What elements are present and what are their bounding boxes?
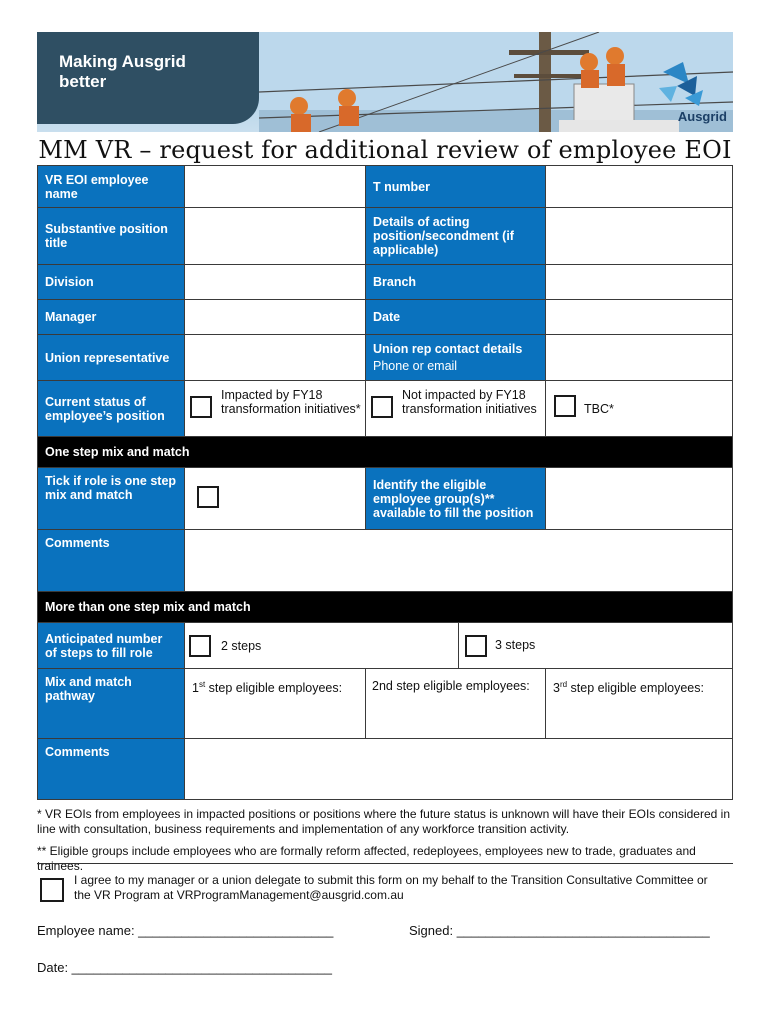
three-steps-checkbox[interactable] [465, 635, 487, 657]
two-steps-label: 2 steps [221, 639, 262, 653]
step1-employees-field[interactable] [184, 668, 366, 739]
date-field[interactable] [545, 299, 733, 335]
status-option-not-impacted[interactable] [365, 380, 546, 437]
division-label: Division [37, 264, 185, 300]
date-signature-line[interactable]: Date: ____________________________________ [37, 960, 332, 975]
status-option-impacted[interactable] [184, 380, 366, 437]
impacted-footnote: * VR EOIs from employees in impacted positions or positions where the future status is unknown will have their EOIs considered in line with consultation, business requirements and implementation of any workforce transition activity. [37, 807, 730, 836]
t-number-label: T number [365, 165, 546, 208]
eligible-groups-label: Identify the eligible employee group(s)** available to fill the position [365, 467, 546, 530]
impacted-option-label: Impacted by FY18 transformation initiatives* [221, 388, 361, 416]
step1-employees-label: 1st step eligible employees: [192, 680, 343, 696]
t-number-field[interactable] [545, 165, 733, 208]
employee-name-label: VR EOI employee name [37, 165, 185, 208]
acting-position-field[interactable] [545, 207, 733, 265]
impacted-checkbox[interactable] [190, 396, 212, 418]
two-steps-checkbox[interactable] [189, 635, 211, 657]
banner-title: Making Ausgrid better [59, 52, 186, 91]
one-step-heading: One step mix and match [37, 436, 733, 468]
one-step-comments-field[interactable] [184, 529, 733, 592]
union-contact-field[interactable] [545, 334, 733, 381]
status-option-tbc[interactable] [545, 380, 733, 437]
eligible-groups-footnote: ** Eligible groups include employees who are formally reform affected, redeployees, employees new to trade, graduates and trainees. [37, 844, 696, 873]
three-steps-option[interactable] [458, 622, 733, 669]
employee-name-signature-line[interactable]: Employee name: ___________________________ [37, 923, 334, 938]
two-steps-option[interactable] [184, 622, 459, 669]
union-rep-field[interactable] [184, 334, 366, 381]
not-impacted-option-label: Not impacted by FY18 transformation initiatives [402, 388, 537, 416]
not-impacted-checkbox[interactable] [371, 396, 393, 418]
union-rep-label: Union representative [37, 334, 185, 381]
union-contact-hint: Phone or email [373, 359, 458, 373]
acting-position-label: Details of acting position/secondment (if applicable) [365, 207, 546, 265]
one-step-tick-label: Tick if role is one step mix and match [37, 467, 185, 530]
tbc-option-label: TBC* [584, 402, 614, 416]
tbc-checkbox[interactable] [554, 395, 576, 417]
step3-employees-field[interactable] [545, 668, 733, 739]
manager-label: Manager [37, 299, 185, 335]
divider [37, 863, 733, 864]
three-steps-label: 3 steps [495, 638, 536, 652]
union-contact-label: Union rep contact details [373, 342, 523, 356]
banner-tab [37, 32, 259, 124]
multi-step-comments-field[interactable] [184, 738, 733, 800]
multi-step-heading: More than one step mix and match [37, 591, 733, 623]
consent-text: I agree to my manager or a union delegate to submit this form on my behalf to the Transition Consultative Committee or the VR Program at VRProgramManagement@ausgrid.com.au [74, 873, 708, 902]
one-step-tick-cell [184, 467, 366, 530]
status-label: Current status of employee’s position [37, 380, 185, 437]
date-label: Date [365, 299, 546, 335]
division-field[interactable] [184, 264, 366, 300]
pathway-label: Mix and match pathway [37, 668, 185, 739]
manager-field[interactable] [184, 299, 366, 335]
one-step-comments-label: Comments [37, 529, 185, 592]
eligible-groups-field[interactable] [545, 467, 733, 530]
form-title: MM VR – request for additional review of employee EOI [38, 136, 732, 164]
header-banner [37, 32, 733, 132]
multi-step-comments-label: Comments [37, 738, 185, 800]
branch-label: Branch [365, 264, 546, 300]
step3-employees-label: 3rd step eligible employees: [553, 680, 704, 696]
step2-employees-label: 2nd step eligible employees: [372, 679, 530, 693]
signed-line[interactable]: Signed: ___________________________________ [409, 923, 710, 938]
position-title-field[interactable] [184, 207, 366, 265]
logo-wordmark: Ausgrid [677, 109, 727, 124]
step2-employees-field[interactable] [365, 668, 546, 739]
union-contact-label-cell [365, 334, 546, 381]
employee-name-field[interactable] [184, 165, 366, 208]
consent-checkbox[interactable] [40, 878, 64, 902]
branch-field[interactable] [545, 264, 733, 300]
position-title-label: Substantive position title [37, 207, 185, 265]
steps-count-label: Anticipated number of steps to fill role [37, 622, 185, 669]
one-step-checkbox[interactable] [197, 486, 219, 508]
